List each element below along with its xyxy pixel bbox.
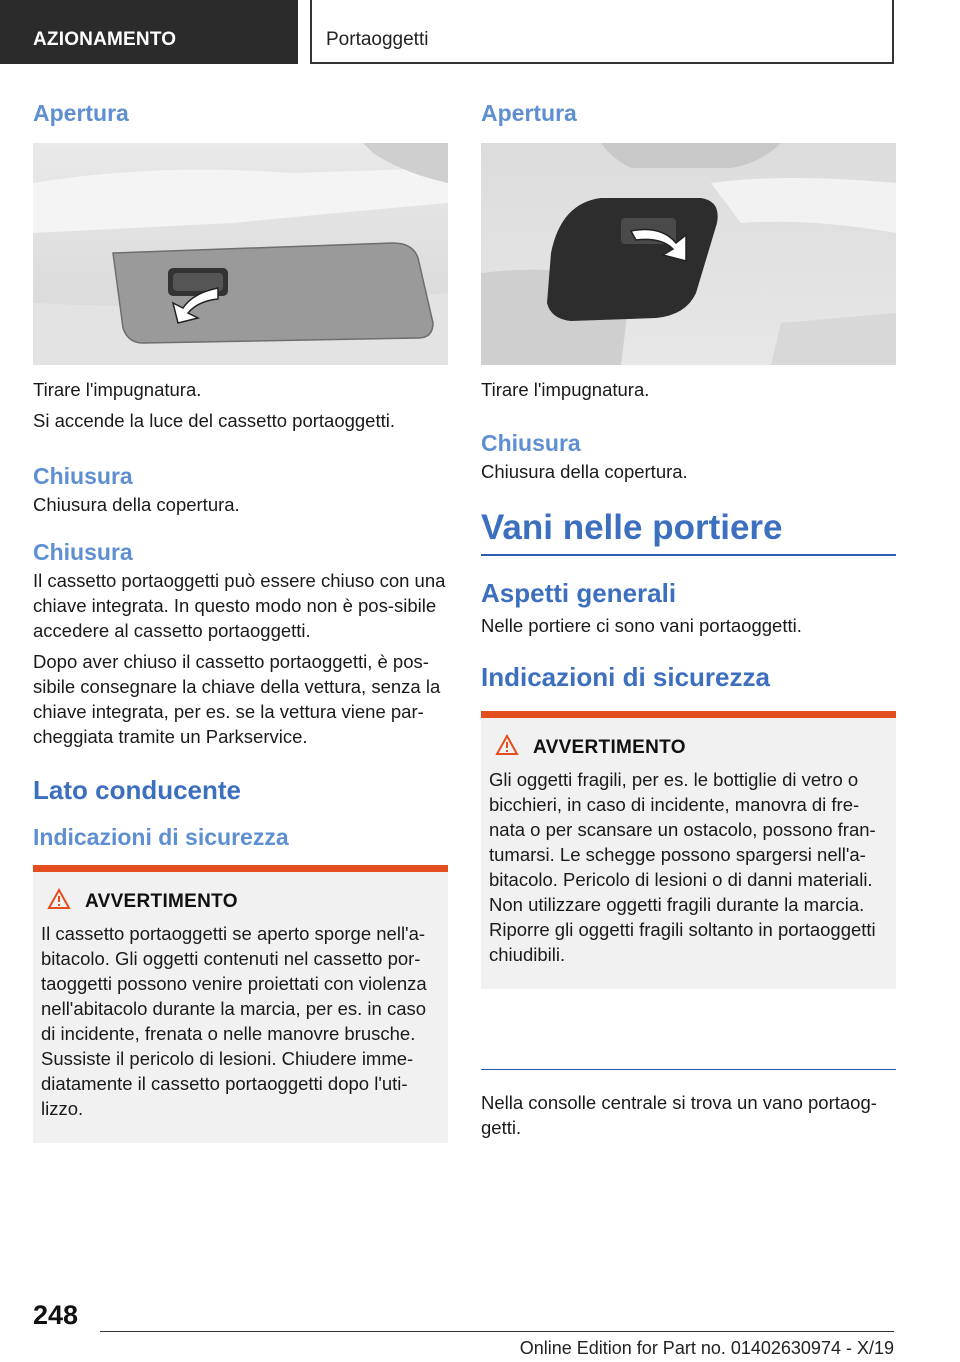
chiusura-right-text: Chiusura della copertura. [481,461,688,482]
right-column [481,100,896,1140]
heading-apertura-right: Apertura [481,100,577,126]
apertura-light-note: Si accende la luce del cassetto portaoggetti. [33,410,396,431]
warning-triangle-icon [495,734,519,761]
footer-edition: Online Edition for Part no. 01402630974 - X/19 [519,1338,894,1358]
footer-divider [100,1331,894,1332]
heading-chiusura-2: Chiusura [33,539,133,565]
consolle-text: Nella consolle centrale si trova un vano portaog-getti. [481,1092,877,1138]
chiusura-2-text-2: Dopo aver chiuso il cassetto portaoggetti, è pos-sibile consegnare la chiave della vettura, senza la chiave integrata, per es. se la vettura viene par-cheggiata tramite un Parkservice. [33,651,441,747]
page-number: 248 [33,1300,79,1330]
apertura-instruction: Tirare l'impugnatura. [33,379,202,400]
warning-text: Il cassetto portaoggetti se aperto sporge nell'a-bitacolo. Gli oggetti contenuti nel cassetto por-taoggetti possono venire proiettati con violenza nell'abitacolo durante la marcia, per es. in caso di incidente, frenata o nelle manovre brusche. Sussiste il pericolo di lesioni. Chiudere imme-diatamente il cassetto portaoggetti dopo l'uti-lizzo. [41,923,427,1119]
warning-bar [481,711,896,718]
heading-indicazioni-sicurezza-left: Indicazioni di sicurezza [33,824,289,850]
header-topic-label: Portaoggetti [310,0,894,64]
chiusura-2-text-1: Il cassetto portaoggetti può essere chiuso con una chiave integrata. In questo modo non è pos-sibile accedere al cassetto portaoggetti. [33,570,446,641]
section-divider [481,1069,896,1070]
glovebox-open-illustration [33,143,448,365]
warning-box-right [481,711,896,989]
heading-vani-nelle-portiere: Vani nelle portiere [481,508,896,556]
heading-chiusura-1: Chiusura [33,463,133,489]
warning-title: AVVERTIMENTO [85,890,238,912]
header-section-label: AZIONAMENTO [0,0,298,64]
warning-text: Gli oggetti fragili, per es. le bottiglie di vetro o bicchieri, in caso di incidente, manovra di fre-nata o per scansare un ostacolo, possono fran-tumarsi. Le schegge possono spargersi nell'a-bitacolo. Pericolo di lesioni o di danni materiali. Non utilizzare oggetti fragili durante la marcia. Riporre gli oggetti fragili soltanto in portaoggetti chiudibili. [489,769,876,965]
chiusura-1-text: Chiusura della copertura. [33,494,240,515]
heading-indicazioni-sicurezza-right: Indicazioni di sicurezza [481,662,770,692]
glovebox-dark-illustration [481,143,896,365]
heading-apertura: Apertura [33,100,129,126]
aspetti-generali-text: Nelle portiere ci sono vani portaoggetti. [481,615,802,636]
apertura-instruction-right: Tirare l'impugnatura. [481,379,650,400]
heading-aspetti-generali: Aspetti generali [481,578,677,608]
warning-triangle-icon [47,888,71,915]
heading-lato-conducente: Lato conducente [33,775,242,805]
warning-box-left [33,865,448,1143]
warning-bar [33,865,448,872]
warning-title: AVVERTIMENTO [533,736,686,758]
left-column [33,100,448,1143]
heading-chiusura-right: Chiusura [481,430,581,456]
